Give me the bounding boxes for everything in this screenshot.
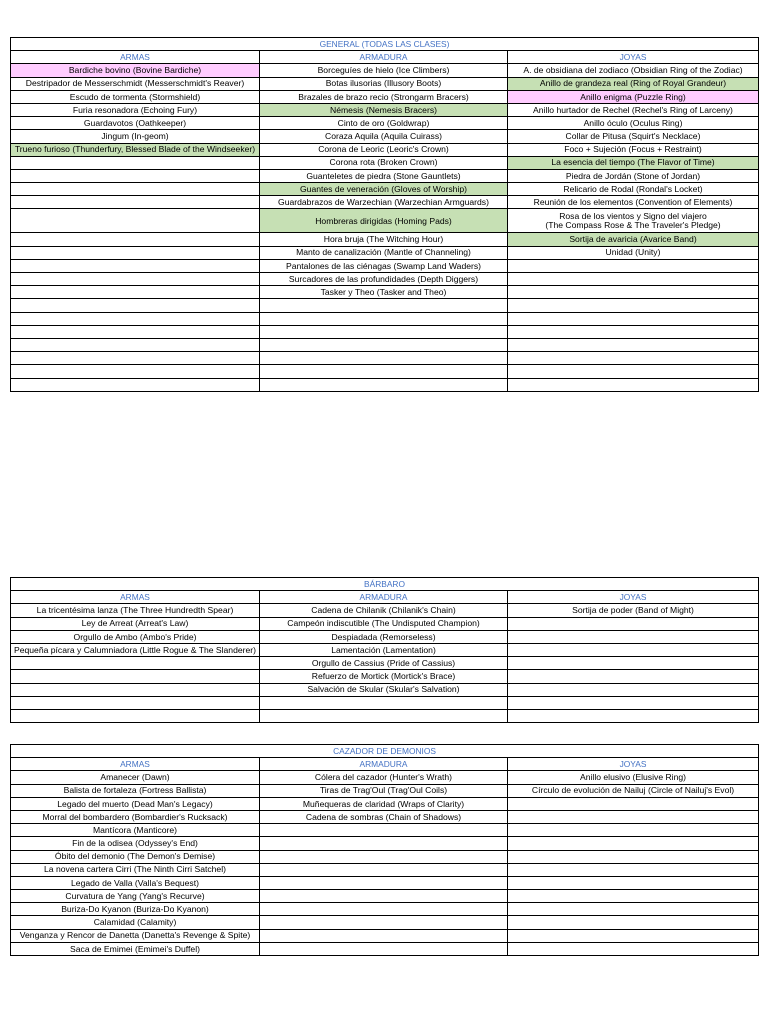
cell bbox=[260, 365, 508, 378]
cell bbox=[260, 824, 508, 837]
cell bbox=[11, 299, 260, 312]
cell bbox=[508, 876, 759, 889]
cell: Cadena de Chilanik (Chilanik's Chain) bbox=[260, 604, 508, 617]
cell: Refuerzo de Mortick (Mortick's Brace) bbox=[260, 670, 508, 683]
cell bbox=[508, 365, 759, 378]
cell bbox=[508, 273, 759, 286]
table-row bbox=[11, 246, 759, 259]
table-row bbox=[11, 183, 759, 196]
cell: La novena cartera Cirri (The Ninth Cirri Satchel) bbox=[11, 863, 260, 876]
cell bbox=[508, 863, 759, 876]
column-header-armas: ARMAS bbox=[11, 51, 260, 64]
cell bbox=[508, 352, 759, 365]
table-row bbox=[11, 771, 759, 784]
cell bbox=[11, 209, 260, 233]
cell bbox=[11, 670, 260, 683]
table-row bbox=[11, 630, 759, 643]
cell bbox=[11, 365, 260, 378]
cell bbox=[508, 683, 759, 696]
column-header-joyas: JOYAS bbox=[508, 591, 759, 604]
cell bbox=[260, 352, 508, 365]
table-row bbox=[11, 156, 759, 169]
cell: Ley de Arreat (Arreat's Law) bbox=[11, 617, 260, 630]
table-row bbox=[11, 338, 759, 351]
cell bbox=[260, 929, 508, 942]
cell: Furia resonadora (Echoing Fury) bbox=[11, 103, 260, 116]
cell bbox=[508, 837, 759, 850]
cell bbox=[260, 325, 508, 338]
cell: Amanecer (Dawn) bbox=[11, 771, 260, 784]
table-row bbox=[11, 90, 759, 103]
table-row bbox=[11, 273, 759, 286]
cell bbox=[11, 196, 260, 209]
table-row bbox=[11, 312, 759, 325]
cell: Trueno furioso (Thunderfury, Blessed Blade of the Windseeker) bbox=[11, 143, 260, 156]
cell: Anillo óculo (Oculus Ring) bbox=[508, 117, 759, 130]
cell bbox=[11, 352, 260, 365]
cell: Venganza y Rencor de Danetta (Danetta's Revenge & Spite) bbox=[11, 929, 260, 942]
cell: Cadena de sombras (Chain of Shadows) bbox=[260, 810, 508, 823]
cell: Bardiche bovino (Bovine Bardiche) bbox=[11, 64, 260, 77]
cell bbox=[508, 259, 759, 272]
cell: Calamidad (Calamity) bbox=[11, 916, 260, 929]
table-row bbox=[11, 286, 759, 299]
column-header-armadura: ARMADURA bbox=[260, 51, 508, 64]
cell: Collar de Pitusa (Squirt's Necklace) bbox=[508, 130, 759, 143]
cell: Coraza Aquila (Aquila Cuirass) bbox=[260, 130, 508, 143]
table-row bbox=[11, 903, 759, 916]
cell: Némesis (Nemesis Bracers) bbox=[260, 103, 508, 116]
cell bbox=[508, 929, 759, 942]
cell: La esencia del tiempo (The Flavor of Time) bbox=[508, 156, 759, 169]
cell bbox=[260, 299, 508, 312]
cell bbox=[508, 617, 759, 630]
table-title-row bbox=[11, 745, 759, 758]
cell bbox=[260, 863, 508, 876]
cell bbox=[508, 657, 759, 670]
table-row bbox=[11, 64, 759, 77]
cell: Sortija de avaricia (Avarice Band) bbox=[508, 233, 759, 246]
cell bbox=[11, 273, 260, 286]
cell bbox=[260, 696, 508, 709]
cell bbox=[508, 643, 759, 656]
cell: Despiadada (Remorseless) bbox=[260, 630, 508, 643]
column-header-joyas: JOYAS bbox=[508, 51, 759, 64]
table-row bbox=[11, 299, 759, 312]
cell: Anillo hurtador de Rechel (Rechel's Ring of Larceny) bbox=[508, 103, 759, 116]
table-row bbox=[11, 617, 759, 630]
cell bbox=[11, 259, 260, 272]
column-header-armadura: ARMADURA bbox=[260, 758, 508, 771]
cell bbox=[508, 630, 759, 643]
cell: Destripador de Messerschmidt (Messerschmidt's Reaver) bbox=[11, 77, 260, 90]
cell bbox=[11, 696, 260, 709]
table-row bbox=[11, 810, 759, 823]
cell: Rosa de los vientos y Signo del viajero (The Compass Rose & The Traveler's Pledge) bbox=[508, 209, 759, 233]
table-row bbox=[11, 784, 759, 797]
table-row bbox=[11, 643, 759, 656]
table-row bbox=[11, 378, 759, 391]
cell bbox=[11, 325, 260, 338]
cell: Círculo de evolución de Nailuj (Circle of Nailuj's Evol) bbox=[508, 784, 759, 797]
cell bbox=[11, 709, 260, 722]
cell: Unidad (Unity) bbox=[508, 246, 759, 259]
cazador-table bbox=[10, 744, 759, 956]
cell bbox=[260, 837, 508, 850]
table-row bbox=[11, 365, 759, 378]
table-row bbox=[11, 696, 759, 709]
table-row bbox=[11, 117, 759, 130]
cell: Orgullo de Ambo (Ambo's Pride) bbox=[11, 630, 260, 643]
column-header-row bbox=[11, 51, 759, 64]
cell bbox=[11, 338, 260, 351]
cell: Foco + Sujeción (Focus + Restraint) bbox=[508, 143, 759, 156]
cell: Mantícora (Manticore) bbox=[11, 824, 260, 837]
cell: Relicario de Rodal (Rondal's Locket) bbox=[508, 183, 759, 196]
cell: Corona de Leoric (Leoric's Crown) bbox=[260, 143, 508, 156]
table-row bbox=[11, 929, 759, 942]
table-row bbox=[11, 143, 759, 156]
table-row bbox=[11, 352, 759, 365]
column-header-row bbox=[11, 591, 759, 604]
cell: Morral del bombardero (Bombardier's Rucksack) bbox=[11, 810, 260, 823]
cell bbox=[11, 156, 260, 169]
cell: Saca de Emimei (Emimei's Duffel) bbox=[11, 942, 260, 955]
cell bbox=[11, 233, 260, 246]
cell bbox=[260, 942, 508, 955]
cell: Anillo elusivo (Elusive Ring) bbox=[508, 771, 759, 784]
general-table bbox=[10, 37, 759, 392]
table-row bbox=[11, 837, 759, 850]
cell: Guardavotos (Oathkeeper) bbox=[11, 117, 260, 130]
table-row bbox=[11, 77, 759, 90]
cell: Anillo de grandeza real (Ring of Royal Grandeur) bbox=[508, 77, 759, 90]
cell bbox=[260, 709, 508, 722]
cell: Escudo de tormenta (Stormshield) bbox=[11, 90, 260, 103]
cell: Buriza-Do Kyanon (Buriza-Do Kyanon) bbox=[11, 903, 260, 916]
cell: Botas ilusorias (Illusory Boots) bbox=[260, 77, 508, 90]
cell: Tiras de Trag'Oul (Trag'Oul Coils) bbox=[260, 784, 508, 797]
table-row bbox=[11, 850, 759, 863]
cell: Muñequeras de claridad (Wraps of Clarity) bbox=[260, 797, 508, 810]
cell: Guanteletes de piedra (Stone Gauntlets) bbox=[260, 169, 508, 182]
section-title: GENERAL (TODAS LAS CLASES) bbox=[11, 38, 759, 51]
cell: Guardabrazos de Warzechian (Warzechian Armguards) bbox=[260, 196, 508, 209]
cell: Fin de la odisea (Odyssey's End) bbox=[11, 837, 260, 850]
cell: Hombreras dirigidas (Homing Pads) bbox=[260, 209, 508, 233]
cell bbox=[508, 810, 759, 823]
cell: Piedra de Jordán (Stone of Jordan) bbox=[508, 169, 759, 182]
cell: Cinto de oro (Goldwrap) bbox=[260, 117, 508, 130]
cell: Pantalones de las ciénagas (Swamp Land Waders) bbox=[260, 259, 508, 272]
section-title: CAZADOR DE DEMONIOS bbox=[11, 745, 759, 758]
table-row bbox=[11, 604, 759, 617]
cell bbox=[508, 797, 759, 810]
table-row bbox=[11, 683, 759, 696]
column-header-joyas: JOYAS bbox=[508, 758, 759, 771]
cell: Corona rota (Broken Crown) bbox=[260, 156, 508, 169]
table-row bbox=[11, 890, 759, 903]
cell bbox=[260, 312, 508, 325]
cell: Pequeña pícara y Calumniadora (Little Rogue & The Slanderer) bbox=[11, 643, 260, 656]
cell: Orgullo de Cassius (Pride of Cassius) bbox=[260, 657, 508, 670]
cell: Surcadores de las profundidades (Depth Diggers) bbox=[260, 273, 508, 286]
cell bbox=[508, 903, 759, 916]
cell: Hora bruja (The Witching Hour) bbox=[260, 233, 508, 246]
cell bbox=[508, 312, 759, 325]
table-row bbox=[11, 916, 759, 929]
cell: Legado del muerto (Dead Man's Legacy) bbox=[11, 797, 260, 810]
cell bbox=[11, 312, 260, 325]
table-row bbox=[11, 942, 759, 955]
table-row bbox=[11, 233, 759, 246]
cell bbox=[260, 338, 508, 351]
cell bbox=[11, 246, 260, 259]
cell: Legado de Valla (Valla's Bequest) bbox=[11, 876, 260, 889]
cell: A. de obsidiana del zodiaco (Obsidian Ring of the Zodiac) bbox=[508, 64, 759, 77]
cell bbox=[260, 378, 508, 391]
cell bbox=[260, 876, 508, 889]
cell bbox=[508, 709, 759, 722]
column-header-armadura: ARMADURA bbox=[260, 591, 508, 604]
cell bbox=[11, 657, 260, 670]
table-row bbox=[11, 325, 759, 338]
cell bbox=[508, 890, 759, 903]
cell: Sortija de poder (Band of Might) bbox=[508, 604, 759, 617]
cell bbox=[260, 903, 508, 916]
table-row bbox=[11, 670, 759, 683]
table-row bbox=[11, 863, 759, 876]
cell: Manto de canalización (Mantle of Channeling) bbox=[260, 246, 508, 259]
section-title: BÁRBARO bbox=[11, 578, 759, 591]
table-title-row bbox=[11, 578, 759, 591]
cell bbox=[11, 169, 260, 182]
cell bbox=[508, 338, 759, 351]
cell: Cólera del cazador (Hunter's Wrath) bbox=[260, 771, 508, 784]
cell bbox=[260, 916, 508, 929]
cell: Salvación de Skular (Skular's Salvation) bbox=[260, 683, 508, 696]
cell: Campeón indiscutible (The Undisputed Champion) bbox=[260, 617, 508, 630]
cell bbox=[11, 183, 260, 196]
table-row bbox=[11, 103, 759, 116]
cell: Curvatura de Yang (Yang's Recurve) bbox=[11, 890, 260, 903]
table-row bbox=[11, 797, 759, 810]
cell bbox=[11, 286, 260, 299]
cell bbox=[11, 683, 260, 696]
cell bbox=[508, 850, 759, 863]
cell bbox=[260, 890, 508, 903]
cell bbox=[508, 942, 759, 955]
table-row bbox=[11, 876, 759, 889]
barbaro-table bbox=[10, 577, 759, 723]
cell: Jingum (In-geom) bbox=[11, 130, 260, 143]
cell: Balista de fortaleza (Fortress Ballista) bbox=[11, 784, 260, 797]
table-row bbox=[11, 196, 759, 209]
table-row bbox=[11, 209, 759, 233]
cell bbox=[508, 696, 759, 709]
cell: Reunión de los elementos (Convention of Elements) bbox=[508, 196, 759, 209]
cell: Lamentación (Lamentation) bbox=[260, 643, 508, 656]
cell bbox=[508, 286, 759, 299]
table-title-row bbox=[11, 38, 759, 51]
table-row bbox=[11, 259, 759, 272]
column-header-armas: ARMAS bbox=[11, 591, 260, 604]
cell: Tasker y Theo (Tasker and Theo) bbox=[260, 286, 508, 299]
column-header-armas: ARMAS bbox=[11, 758, 260, 771]
cell bbox=[508, 378, 759, 391]
table-row bbox=[11, 657, 759, 670]
cell bbox=[508, 299, 759, 312]
table-row bbox=[11, 130, 759, 143]
cell bbox=[11, 378, 260, 391]
cell: Anillo enigma (Puzzle Ring) bbox=[508, 90, 759, 103]
table-row bbox=[11, 709, 759, 722]
table-row bbox=[11, 169, 759, 182]
column-header-row bbox=[11, 758, 759, 771]
cell: La tricentésima lanza (The Three Hundredth Spear) bbox=[11, 604, 260, 617]
cell bbox=[508, 824, 759, 837]
cell bbox=[508, 325, 759, 338]
cell: Borceguíes de hielo (Ice Climbers) bbox=[260, 64, 508, 77]
cell bbox=[260, 850, 508, 863]
table-row bbox=[11, 824, 759, 837]
cell: Brazales de brazo recio (Strongarm Bracers) bbox=[260, 90, 508, 103]
cell: Guantes de veneración (Gloves of Worship) bbox=[260, 183, 508, 196]
cell bbox=[508, 670, 759, 683]
cell: Óbito del demonio (The Demon's Demise) bbox=[11, 850, 260, 863]
cell bbox=[508, 916, 759, 929]
